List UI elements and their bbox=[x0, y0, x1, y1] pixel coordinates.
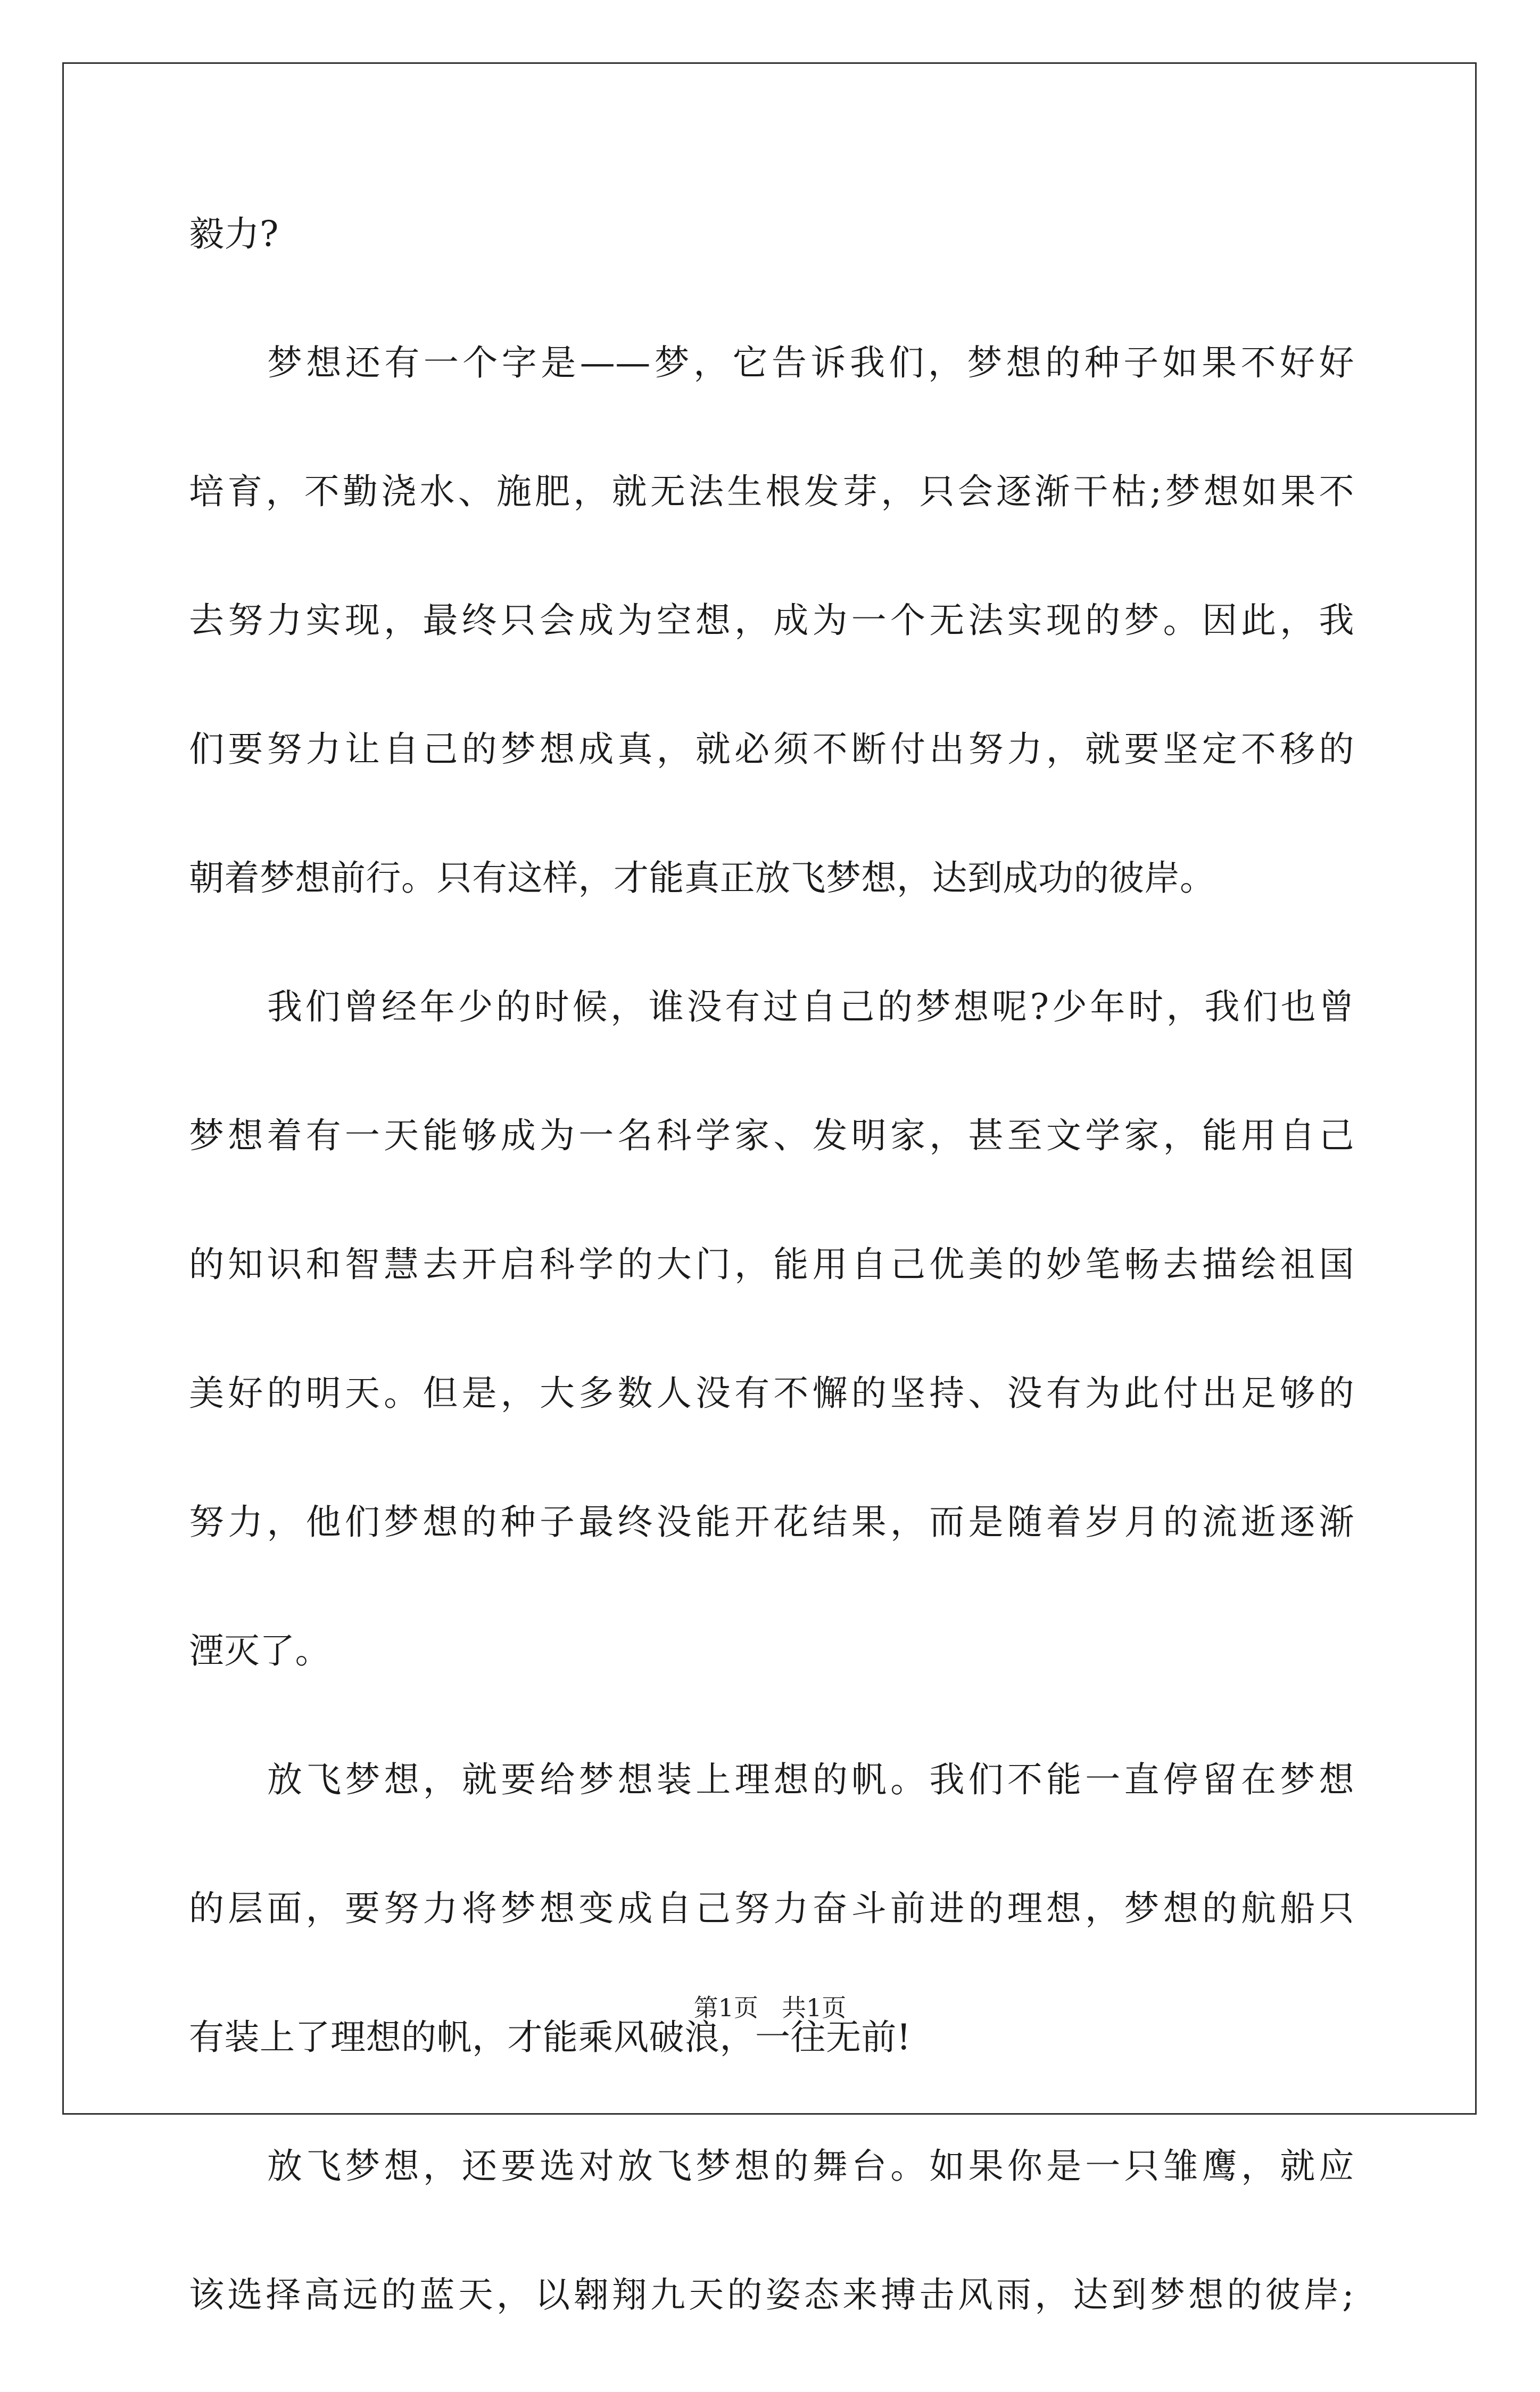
text-line: 培育，不勤浇水、施肥，就无法生根发芽，只会逐渐干枯;梦想如果不 bbox=[189, 471, 1354, 512]
text-line: 去努力实现，最终只会成为空想，成为一个无法实现的梦。因此，我 bbox=[189, 600, 1354, 641]
total-pages: 共1页 bbox=[781, 1993, 847, 2022]
text-line: 放飞梦想，还要选对放飞梦想的舞台。如果你是一只雏鹰，就应 bbox=[267, 2146, 1354, 2187]
text-line: 的层面，要努力将梦想变成自己努力奋斗前进的理想，梦想的航船只 bbox=[189, 1888, 1354, 1929]
text-line: 有装上了理想的帆，才能乘风破浪，一往无前! bbox=[189, 2017, 912, 2058]
text-line: 努力，他们梦想的种子最终没能开花结果，而是随着岁月的流逝逐渐 bbox=[189, 1502, 1354, 1543]
page-footer bbox=[0, 1989, 1540, 2024]
text-line: 我们曾经年少的时候，谁没有过自己的梦想呢?少年时，我们也曾 bbox=[267, 986, 1354, 1027]
text-line: 们要努力让自己的梦想成真，就必须不断付出努力，就要坚定不移的 bbox=[189, 729, 1354, 770]
text-line: 该选择高远的蓝天，以翱翔九天的姿态来搏击风雨，达到梦想的彼岸; bbox=[189, 2274, 1354, 2315]
text-line: 湮灭了。 bbox=[189, 1630, 330, 1671]
text-line: 毅力? bbox=[189, 213, 279, 254]
text-line: 的知识和智慧去开启科学的大门，能用自己优美的妙笔畅去描绘祖国 bbox=[189, 1244, 1354, 1285]
text-line: 朝着梦想前行。只有这样，才能真正放飞梦想，达到成功的彼岸。 bbox=[189, 857, 1215, 898]
text-line: 放飞梦想，就要给梦想装上理想的帆。我们不能一直停留在梦想 bbox=[267, 1759, 1354, 1800]
text-line: 梦想着有一天能够成为一名科学家、发明家，甚至文学家，能用自己 bbox=[189, 1115, 1354, 1156]
text-line: 美好的明天。但是，大多数人没有不懈的坚持、没有为此付出足够的 bbox=[189, 1373, 1354, 1414]
page-number: 第1页 bbox=[693, 1993, 759, 2022]
document-body bbox=[189, 202, 1354, 2392]
text-line: 梦想还有一个字是——梦，它告诉我们，梦想的种子如果不好好 bbox=[267, 342, 1354, 383]
